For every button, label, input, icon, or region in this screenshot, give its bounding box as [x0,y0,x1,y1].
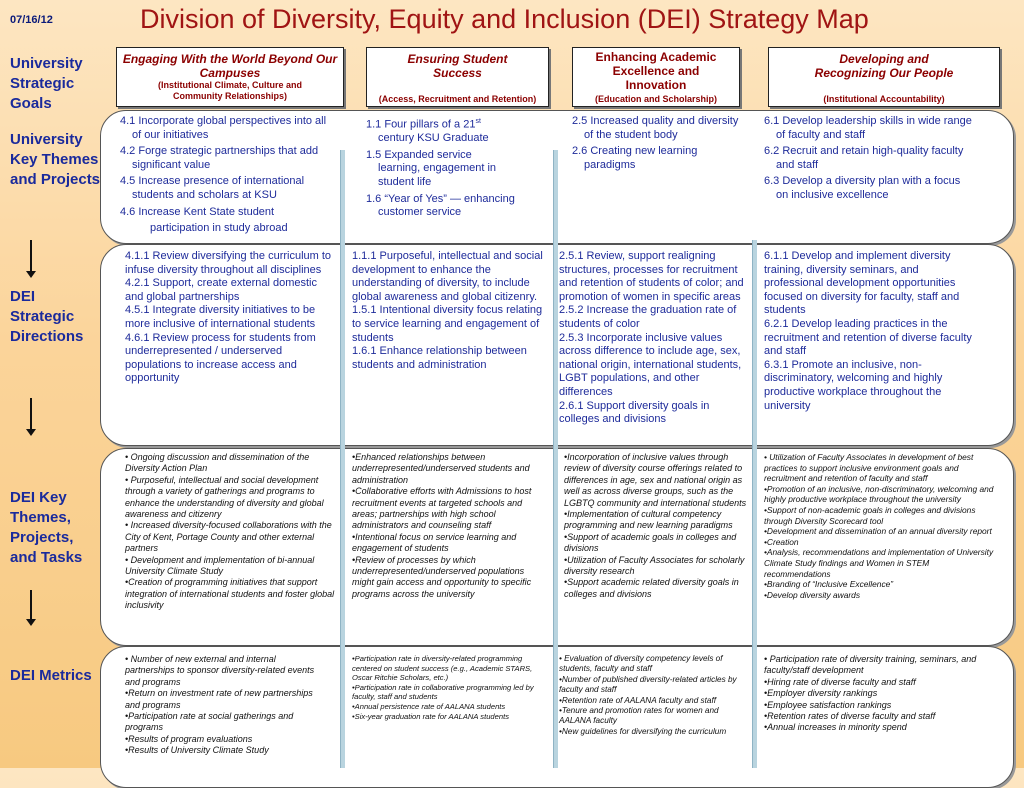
task-item: •Incorporation of inclusive values through review of diversity course offerings related to differences in age, sex and national origin as well as across diverse groups, such as the LGBTQ community and international students [564,452,747,508]
theme-item: 6.1 Develop leadership skills in wide range of faculty and staff [764,115,972,141]
direction-item: 2.5.3 Incorporate inclusive values across difference to include age, sex, national origin, international students, LGBT populations, and other differences [559,331,742,398]
goal-title: Developing and Recognizing Our People [814,52,954,80]
task-item: •Review of processes by which underrepresented/underserved populations might gain access and opportunity to specific programs across the university [352,554,532,599]
goal-subtitle: (Institutional Accountability) [823,94,945,104]
direction-item: 4.5.1 Integrate diversity initiatives to be more inclusive of international students [125,304,316,330]
direction-item: 6.1.1 Develop and implement diversity training, diversity seminars, and professional development opportunities focused on diversity for faculty, staff and students [764,250,960,317]
theme-item [366,115,516,146]
task-item: •Support of non-academic goals in colleges and divisions through Diversity Scorecard tool [764,504,976,526]
task-item: •Implementation of cultural competency programming and new learning paradigms [564,509,733,531]
goal-subtitle: (Education and Scholarship) [594,94,717,104]
metric-item: •Annual increases in minority spend [764,722,907,733]
direction-item: 2.5.1 Review, support realigning structures, processes for recruitment and retention of students of color; and promotion of women in specific areas [559,250,744,303]
metric-item: •Results of University Climate Study [125,745,269,756]
down-arrow-icon [30,398,32,430]
metric-item: • Number of new external and internal partnerships to sponsor diversity-related events and programs [125,654,315,687]
direction-item: 6.3.1 Promote an inclusive, non-discriminatory, welcoming and highly productive workplace throughout the university [764,358,943,412]
theme-item: 4.1 Incorporate global perspectives into all of our initiatives [120,115,327,141]
task-item: •Intentional focus on service learning and engagement of students [352,531,517,554]
direction-item: 4.6.1 Review process for students from underrepresented / underserved populations to increase access and opportunity [125,331,316,385]
row-label-directions: DEI Strategic Directions [10,288,84,345]
metric-item: • Evaluation of diversity competency levels of students, faculty and staff [559,654,723,674]
metrics-col-2 [352,654,542,721]
directions-col-3 [559,250,749,427]
theme-item: 1.5 Expanded service learning, engagement in student life [366,148,497,189]
page-title: Division of Diversity, Equity and Inclusion (DEI) Strategy Map [140,4,869,34]
column-divider [752,240,757,768]
metric-item: •New guidelines for diversifying the curriculum [559,726,727,736]
themes-col-3 [572,115,747,172]
metrics-col-1 [125,654,325,757]
theme-item: 1.6 “Year of Yes” — enhancing customer service [366,192,515,219]
task-item: • Purposeful, intellectual and social development through a variety of gatherings and programs to enhance the understanding of diversity and global awareness and citizenry [125,474,324,520]
theme-item: 6.2 Recruit and retain high-quality faculty and staff [764,145,964,171]
theme-superscript: st [475,118,481,125]
task-item: •Support of academic goals in colleges and divisions [564,531,737,554]
task-item: •Creation of programming initiatives that support integration of international students and foster global inclusivity [125,577,335,611]
row-label-goals: University Strategic Goals [10,55,83,112]
task-item: •Utilization of Faculty Associates for scholarly diversity research [564,554,745,577]
themes-col-4 [764,115,974,203]
row-label-themes: University Key Themes and Projects [10,131,101,188]
directions-col-1 [125,250,335,386]
tasks-col-2 [352,452,548,600]
metric-item: •Participation rate in diversity-related programming centered on student success (e.g., Academic STARS, Oscar Ritchie Scholars, etc.) [352,654,533,683]
task-item: • Utilization of Faculty Associates in development of best practices to support inclusive environment goals and recruitment and retention of faculty and staff [764,452,974,484]
direction-item: 1.5.1 Intentional diversity focus relating to service learning and engagement of students [352,304,543,344]
themes-col-1 [120,115,335,236]
row-label-metrics: DEI Metrics [10,667,92,684]
metric-item: •Number of published diversity-related articles by faculty and staff [559,674,737,695]
down-arrow-icon [30,590,32,620]
task-item: •Develop diversity awards [764,589,861,600]
tasks-col-1 [125,452,335,612]
task-item: • Ongoing discussion and dissemination of the Diversity Action Plan [125,452,310,474]
direction-item: 2.6.1 Support diversity goals in colleges and divisions [559,399,710,426]
goal-box-our-people [768,47,1000,107]
theme-item: 6.3 Develop a diversity plan with a focus on inclusive excellence [764,175,961,201]
goal-title: Enhancing Academic Excellence and Innovation [595,50,717,92]
column-divider [553,150,558,768]
theme-text: 1.1 Four pillars of a 21 [366,118,476,131]
directions-col-4 [764,250,974,413]
metrics-col-3 [559,654,749,737]
date-label: 07/16/12 [10,14,53,26]
direction-item: 4.1.1 Review diversifying the curriculum to infuse diversity throughout all disciplines [125,250,332,276]
metric-item: •Tenure and promotion rates for women and AALANA faculty [559,706,719,726]
task-item: • Increased diversity-focused collaborations with the City of Kent, Portage County and other external partners [125,520,332,554]
metric-item: • Participation rate of diversity training, seminars, and faculty/staff development [764,654,977,676]
theme-item: participation in study abroad [150,222,288,235]
task-item: •Enhanced relationships between underrepresented/underserved students and administration [352,452,530,485]
metric-item: •Retention rates of diverse faculty and staff [764,711,936,722]
direction-item: 4.2.1 Support, create external domestic and global partnerships [125,277,317,303]
direction-item: 6.2.1 Develop leading practices in the recruitment and retention of diverse faculty and staff [764,317,972,358]
goal-box-engaging [116,47,344,107]
theme-item: 2.5 Increased quality and diversity of the student body [572,115,739,141]
tasks-col-4 [764,452,994,600]
metric-item: •Annual persistence rate of AALANA students [352,701,506,711]
task-item: •Support academic related diversity goals in colleges and divisions [564,577,739,599]
task-item: •Creation [764,536,799,547]
column-divider [340,150,345,768]
tasks-col-3 [564,452,748,600]
theme-item: 4.5 Increase presence of international students and scholars at KSU [120,175,305,201]
goal-title: Engaging With the World Beyond Our Campuses [122,52,338,80]
metric-item: •Hiring rate of diverse faculty and staff [764,676,916,687]
metric-item: •Retention rate of AALANA faculty and staff [559,695,716,705]
goal-subtitle: (Institutional Climate, Culture and Community Relationships) [157,80,302,101]
task-item: •Promotion of an inclusive, non-discriminatory, welcoming and highly productive workplace throughout the university [764,483,994,505]
goal-box-student-success [366,47,549,107]
task-item: • Development and implementation of bi-annual University Climate Study [125,554,315,577]
theme-text: century KSU Graduate [378,132,489,145]
directions-col-2 [352,250,548,372]
theme-item: 2.6 Creating new learning paradigms [572,145,698,171]
metric-item: •Six-year graduation rate for AALANA students [352,711,510,721]
metric-item: •Employee satisfaction rankings [764,699,892,710]
metric-item: •Results of program evaluations [125,733,253,744]
down-arrow-icon [30,240,32,272]
metric-item: •Participation rate in collaborative programming led by faculty, staff and students [352,682,534,702]
task-item: •Development and dissemination of an annual diversity report [764,526,992,537]
task-item: •Analysis, recommendations and implementation of University Climate Study findings and Women in STEM recommendations [764,547,994,579]
metric-item: •Participation rate at social gatherings and programs [125,711,294,733]
direction-item: 1.1.1 Purposeful, intellectual and social development to enhance the understanding of diversity, to include global awareness and global citizenry. [352,250,543,303]
theme-item: 4.6 Increase Kent State student [120,205,275,218]
goal-subtitle: (Access, Recruitment and Retention) [378,94,537,104]
direction-item: 2.5.2 Increase the graduation rate of students of color [559,304,737,330]
themes-col-2 [366,115,516,220]
metrics-col-4 [764,654,1000,734]
task-item: •Branding of “Inclusive Excellence” [764,579,894,590]
metric-item: •Employer diversity rankings [764,688,878,699]
theme-item: 4.2 Forge strategic partnerships that add significant value [120,145,319,171]
goal-box-academic-excellence [572,47,740,107]
task-item: •Collaborative efforts with Admissions to host recruitment events at targeted schools and areas; partnerships with high school administrators and counseling staff [352,486,532,531]
row-label-tasks: DEI Key Themes, Projects, and Tasks [10,489,83,566]
direction-item: 1.6.1 Enhance relationship between students and administration [352,345,527,371]
goal-title: Ensuring Student Success [407,52,508,80]
metric-item: •Return on investment rate of new partnerships and programs [125,688,313,710]
